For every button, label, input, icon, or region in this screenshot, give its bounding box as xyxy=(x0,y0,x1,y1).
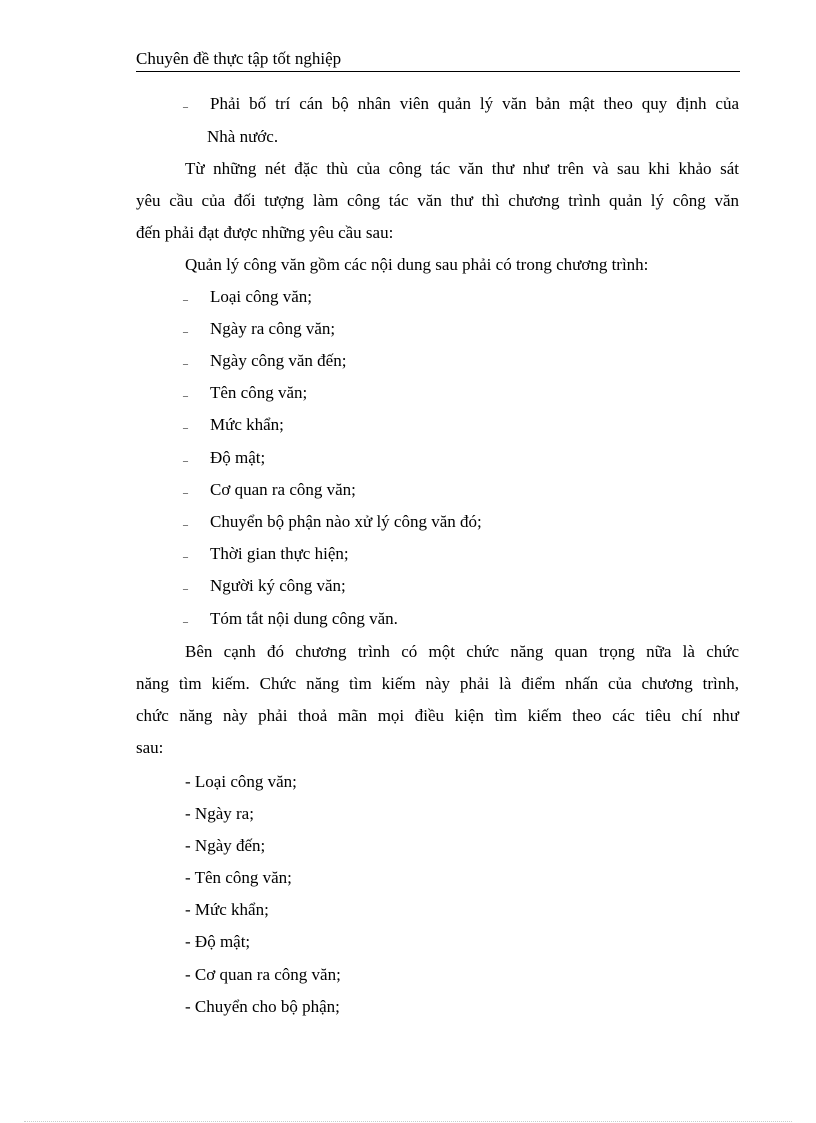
list-item-text: Độ mật; xyxy=(210,448,266,467)
search-criteria-item: - Chuyển cho bộ phận; xyxy=(185,997,340,1016)
list-item xyxy=(136,542,739,566)
bullet-text: Phải bố trí cán bộ nhân viên quản lý văn bản mật theo quy định của xyxy=(210,94,739,113)
list-item xyxy=(136,413,739,437)
bullet-text-continuation: Nhà nước. xyxy=(207,127,279,146)
paragraph-line: Từ những nét đặc thù của công tác văn thư như trên và sau khi khảo sát xyxy=(185,159,739,178)
bullet-item xyxy=(136,92,739,116)
bullet-marker: – xyxy=(183,423,188,434)
list-item-text: Chuyển bộ phận nào xử lý công văn đó; xyxy=(210,512,482,531)
bullet-marker: – xyxy=(183,617,188,628)
list-item-text: Tóm tắt nội dung công văn. xyxy=(210,609,398,628)
list-item xyxy=(136,607,739,631)
list-item xyxy=(136,446,739,470)
paragraph-line: Quản lý công văn gồm các nội dung sau phải có trong chương trình: xyxy=(185,255,649,274)
list-item xyxy=(136,510,739,534)
list-item-text: Mức khẩn; xyxy=(210,415,284,434)
list-item xyxy=(136,478,739,502)
list-item-text: Thời gian thực hiện; xyxy=(210,544,349,563)
list-item xyxy=(136,317,739,341)
search-criteria-item: - Ngày ra; xyxy=(185,804,254,823)
bullet-marker: – xyxy=(183,584,188,595)
paragraph-line: yêu cầu của đối tượng làm công tác văn thư thì chương trình quản lý công văn xyxy=(136,191,739,210)
search-criteria-item: - Mức khẩn; xyxy=(185,900,269,919)
bullet-marker: – xyxy=(183,359,188,370)
paragraph-line: đến phải đạt được những yêu cầu sau: xyxy=(136,223,394,242)
bullet-marker: – xyxy=(183,327,188,338)
list-item-text: Loại công văn; xyxy=(210,287,312,306)
list-item-text: Ngày công văn đến; xyxy=(210,351,347,370)
list-item-text: Tên công văn; xyxy=(210,383,308,402)
list-item-text: Cơ quan ra công văn; xyxy=(210,480,356,499)
page-bottom-divider xyxy=(24,1121,792,1122)
paragraph-line: sau: xyxy=(136,738,164,757)
paragraph-line: Bên cạnh đó chương trình có một chức năng quan trọng nữa là chức xyxy=(185,642,739,661)
list-item-text: Ngày ra công văn; xyxy=(210,319,336,338)
bullet-marker: – xyxy=(183,488,188,499)
list-item xyxy=(136,285,739,309)
bullet-marker: – xyxy=(183,456,188,467)
paragraph-line: chức năng này phải thoả mãn mọi điều kiện tìm kiếm theo các tiêu chí như xyxy=(136,706,739,725)
search-criteria-item: - Tên công văn; xyxy=(185,868,292,887)
search-criteria-item: - Độ mật; xyxy=(185,932,251,951)
paragraph-line: năng tìm kiếm. Chức năng tìm kiếm này phải là điểm nhấn của chương trình, xyxy=(136,674,739,693)
header-title: Chuyên đề thực tập tốt nghiệp xyxy=(136,49,342,68)
search-criteria-item: - Loại công văn; xyxy=(185,772,297,791)
search-criteria-item: - Ngày đến; xyxy=(185,836,266,855)
list-item xyxy=(136,574,739,598)
bullet-marker: – xyxy=(183,552,188,563)
bullet-marker: – xyxy=(183,391,188,402)
list-item-text: Người ký công văn; xyxy=(210,576,346,595)
list-item xyxy=(136,381,739,405)
page-header xyxy=(136,48,740,72)
search-criteria-item: - Cơ quan ra công văn; xyxy=(185,965,341,984)
bullet-marker: – xyxy=(183,102,188,113)
bullet-marker: – xyxy=(183,295,188,306)
bullet-marker: – xyxy=(183,520,188,531)
list-item xyxy=(136,349,739,373)
